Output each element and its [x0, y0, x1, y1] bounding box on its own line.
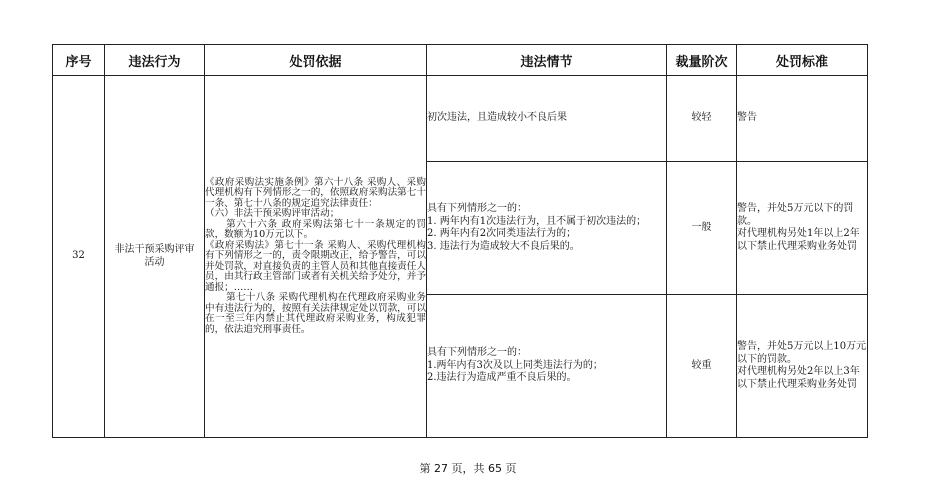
standard-cell: [737, 295, 868, 438]
basis-paragraph: 第六十六条 政府采购法第七十一条规定的罚款，数额为10万元以下。: [205, 218, 426, 241]
header-row: [53, 45, 868, 76]
violation-cell: 非法干预采购评审活动: [105, 76, 205, 438]
circumstance-cell: [427, 76, 667, 162]
header-basis: 处罚依据: [205, 45, 427, 76]
standard-line: 对代理机构另处2年以上3年以下禁止代理采购业务处罚: [737, 366, 860, 390]
header-level: 裁量阶次: [667, 45, 737, 76]
circumstance-line: 2.违法行为造成严重不良后果的。: [427, 372, 577, 384]
standard-line: 警告，并处5万元以下的罚款。: [737, 203, 854, 227]
standard-cell: [737, 162, 868, 295]
level-cell: 一般: [667, 162, 737, 295]
standard-line: 警告，并处5万元以上10万元以下的罚款。: [737, 341, 867, 365]
circumstance-line: 2. 两年内有2次同类违法行为的；: [427, 228, 577, 239]
circumstance-cell: [427, 162, 667, 295]
circumstance-line: 具有下列情形之一的：: [427, 203, 527, 214]
basis-paragraph: 第七十八条 采购代理机构在代理政府采购业务中有违法行为的，按照有关法律规定处以罚款，可以在一至三年内禁止其代理政府采购业务，构成犯罪的，依法追究刑事责任。: [205, 292, 426, 335]
circumstance-line: 1.两年内有3次及以上同类违法行为的；: [427, 359, 603, 371]
header-number: 序号: [53, 45, 105, 76]
circumstance-line: 3. 违法行为造成较大不良后果的。: [427, 240, 580, 252]
circumstance-line: 初次违法，且造成较小不良后果: [427, 112, 567, 124]
circumstance-line: 具有下列情形之一的：: [427, 347, 527, 359]
circumstance-line: 1. 两年内有1次违法行为，且不属于初次违法的；: [427, 215, 647, 227]
penalty-table: [52, 44, 868, 438]
table-row: [53, 76, 868, 162]
level-cell: 较轻: [667, 76, 737, 162]
standard-line: 对代理机构另处1年以上2年以下禁止代理采购业务处罚: [737, 228, 860, 252]
basis-paragraph: 《政府采购法》第七十一条 采购人、采购代理机构有下列情形之一的，责令限期改正，给予警告，可以并处罚款，对直接负责的主管人员和其他直接责任人员，由其行政主管部门或者有关机关给予处分，并予通报；……: [205, 239, 426, 293]
basis-paragraph: 《政府采购法实施条例》第六十八条 采购人、采购代理机构有下列情形之一的，依照政府采购法第七十一条、第七十八条的规定追究法律责任：: [205, 176, 426, 209]
circumstance-cell: [427, 295, 667, 438]
level-cell: 较重: [667, 295, 737, 438]
standard-cell: [737, 76, 868, 162]
standard-line: 警告: [737, 112, 757, 124]
header-violation: 违法行为: [105, 45, 205, 76]
basis-cell: [205, 76, 427, 438]
basis-paragraph: （六）非法干预采购评审活动；: [205, 208, 340, 220]
row-number: 32: [53, 76, 105, 438]
header-circumstance: 违法情节: [427, 45, 667, 76]
header-standard: 处罚标准: [737, 45, 868, 76]
page-footer: 第 27 页，共 65 页: [419, 462, 517, 475]
